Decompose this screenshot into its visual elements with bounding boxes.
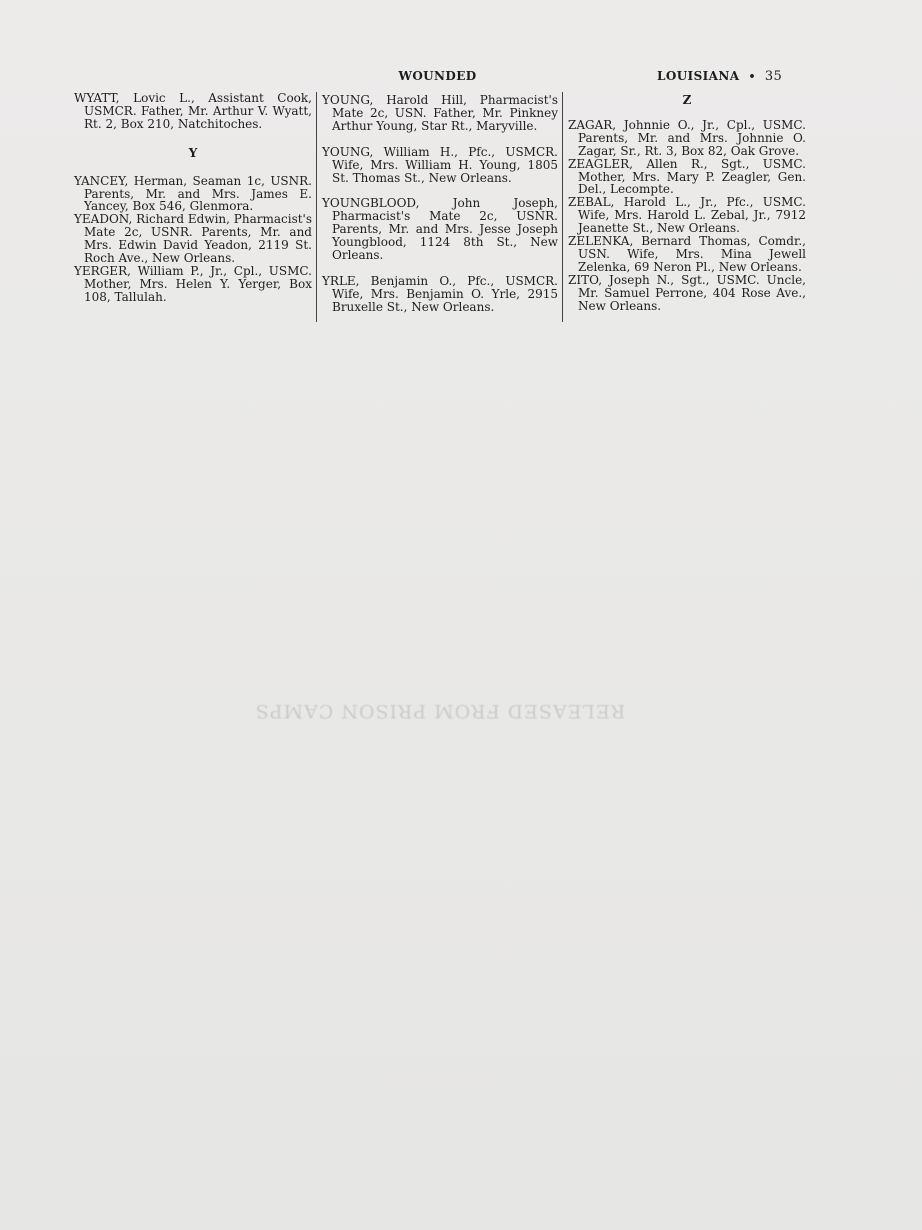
- section-title: WOUNDED: [398, 69, 477, 83]
- section-letter-y: Y: [188, 145, 198, 160]
- list-item: WYATT, Lovic L., Assistant Cook, USMCR. Father, Mr. Arthur V. Wyatt, Rt. 2, Box 210, Natchitoches.: [74, 91, 312, 131]
- list-item: ZEBAL, Harold L., Jr., Pfc., USMC. Wife, Mrs. Harold L. Zebal, Jr., 7912 Jeanette St., New Orleans.: [568, 195, 806, 236]
- page-header-right: [657, 69, 817, 84]
- bleed-through-block: [70, 340, 310, 620]
- bleed-through-title: RELEASED FROM PRISON CAMPS: [254, 700, 626, 722]
- list-item: YRLE, Benjamin O., Pfc., USMCR. Wife, Mrs. Benjamin O. Yrle, 2915 Bruxelle St., New Orleans.: [322, 273, 558, 314]
- bullet-separator: •: [748, 70, 756, 83]
- column-divider-1: [316, 92, 317, 322]
- list-item: ZITO, Joseph N., Sgt., USMC. Uncle, Mr. Samuel Perrone, 404 Rose Ave., New Orleans.: [568, 272, 806, 313]
- list-item: YOUNG, Harold Hill, Pharmacist's Mate 2c, USN. Father, Mr. Pinkney Arthur Young, Star Rt., Maryville.: [322, 93, 558, 133]
- state-name: LOUISIANA: [657, 69, 740, 83]
- list-item: ZELENKA, Bernard Thomas, Comdr., USN. Wife, Mrs. Mina Jewell Zelenka, 69 Neron Pl., New Orleans.: [568, 234, 806, 274]
- column-2: [322, 94, 558, 314]
- list-item: ZEAGLER, Allen R., Sgt., USMC. Mother, Mrs. Mary P. Zeagler, Gen. Del., Lecompte.: [568, 156, 806, 197]
- page-number: 35: [764, 69, 783, 84]
- section-letter-z: Z: [682, 93, 692, 107]
- list-item: YERGER, William P., Jr., Cpl., USMC. Mother, Mrs. Helen Y. Yerger, Box 108, Tallulah.: [74, 263, 312, 304]
- column-divider-2: [562, 92, 563, 322]
- column-1: [74, 92, 312, 304]
- list-item: YOUNGBLOOD, John Joseph, Pharmacist's Mate 2c, USNR. Parents, Mr. and Mrs. Jesse Joseph Youngblood, 1124 8th St., New Orleans.: [322, 196, 558, 263]
- list-item: ZAGAR, Johnnie O., Jr., Cpl., USMC. Parents, Mr. and Mrs. Johnnie O. Zagar, Sr., Rt. 3, Box 82, Oak Grove.: [568, 117, 806, 158]
- list-item: YANCEY, Herman, Seaman 1c, USNR. Parents, Mr. and Mrs. James E. Yancey, Box 546, Glenmora.: [74, 173, 312, 214]
- column-3: [568, 94, 806, 313]
- list-item: YEADON, Richard Edwin, Pharmacist's Mate 2c, USNR. Parents, Mr. and Mrs. Edwin David Yeadon, 2119 St. Roch Ave., New Orleans.: [74, 212, 313, 266]
- list-item: YOUNG, William H., Pfc., USMCR. Wife, Mrs. William H. Young, 1805 St. Thomas St., New Orleans.: [322, 144, 558, 185]
